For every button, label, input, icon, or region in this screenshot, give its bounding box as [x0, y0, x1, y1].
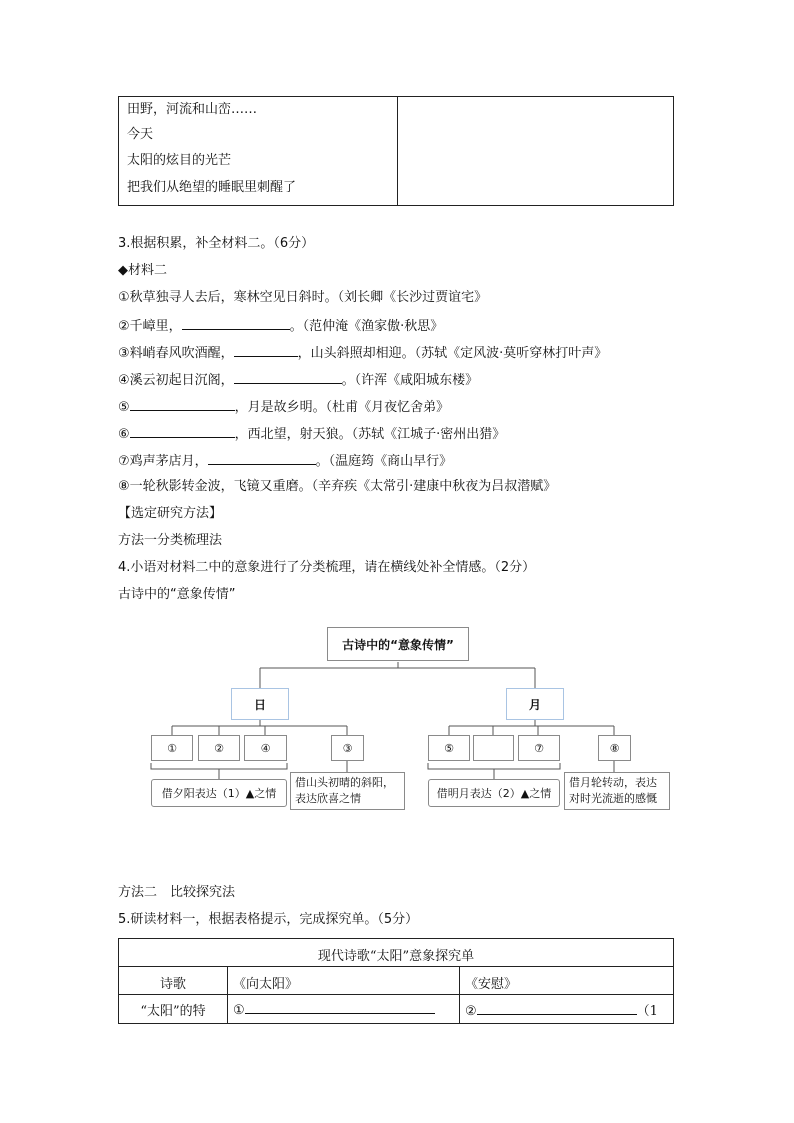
verse-item-4: ④溪云初起日沉阁， 。（许浑《咸阳城东楼》: [118, 373, 479, 388]
sun-item: ①: [151, 735, 193, 761]
answer-blank[interactable]: [477, 1001, 637, 1015]
sun-sunset-note: 借山头初晴的斜阳，表达欣喜之情: [290, 772, 405, 810]
moon-item: ⑧: [598, 735, 631, 761]
verse-item-2: ②千嶂里， 。（范仲淹《渔家傲·秋思》: [118, 319, 444, 334]
moon-item[interactable]: [473, 735, 514, 761]
verse-item-8: ⑧一轮秋影转金波，飞镜又重磨。（辛弃疾《太常引·建康中秋夜为吕叔潜赋》: [118, 479, 557, 494]
verse-item-7: ⑦鸡声茅店月， 。（温庭筠《商山早行》: [118, 454, 453, 469]
poem-line: 田野，河流和山峦……: [127, 102, 258, 117]
answer-cell-1[interactable]: ①: [233, 1000, 435, 1018]
question-3-title: 3.根据积累，补全材料二。（6分）: [118, 236, 315, 251]
answer-blank[interactable]: [245, 1000, 435, 1014]
sun-item: ②: [198, 735, 240, 761]
sun-node: 日: [231, 688, 289, 720]
table-header: 现代诗歌“太阳”意象探究单: [317, 949, 475, 964]
moon-node: 月: [506, 688, 564, 720]
method-one-label: 方法一分类梳理法: [118, 533, 223, 548]
question-5-title: 5.研读材料一，根据表格提示，完成探究单。（5分）: [118, 912, 419, 927]
poem-line: 太阳的炫目的光芒: [127, 153, 232, 168]
row-sun-feature-label: “太阳”的特: [140, 1004, 206, 1019]
method-section-heading: 【选定研究方法】: [118, 506, 223, 521]
poem-line: 今天: [127, 127, 154, 142]
moon-item: ⑤: [428, 735, 470, 761]
poem-line: 把我们从绝望的睡眠里刺醒了: [127, 180, 297, 195]
verse-item-3: ③料峭春风吹酒醒， ，山头斜照却相迎。（苏轼《定风波·莫听穿林打叶声》: [118, 346, 608, 361]
question-4-title: 4.小语对材料二中的意象进行了分类梳理，请在横线处补全情感。（2分）: [118, 560, 536, 575]
moon-item: ⑦: [518, 735, 560, 761]
col-poem-label: 诗歌: [159, 977, 186, 992]
sun-item: ④: [244, 735, 287, 761]
method-two-label: 方法二 比较探究法: [118, 885, 236, 900]
col-poem-2: 《安慰》: [465, 977, 518, 992]
answer-cell-2[interactable]: ② （1: [465, 1000, 658, 1019]
verse-item-1: ①秋草独寻人去后，寒林空见日斜时。（刘长卿《长沙过贾谊宅》: [118, 290, 488, 305]
sun-emotion-note: 借夕阳表达（1）▲之情: [151, 779, 287, 807]
verse-item-6: ⑥ ，西北望，射天狼。（苏轼《江城子·密州出猎》: [118, 427, 506, 442]
diagram-root: 古诗中的“意象传情”: [327, 627, 469, 661]
col-poem-1: 《向太阳》: [233, 977, 299, 992]
sun-item: ③: [331, 735, 364, 761]
verse-item-5: ⑤ ，月是故乡明。（杜甫《月夜忆舍弟》: [118, 400, 450, 415]
question-4-subtitle: 古诗中的“意象传情”: [118, 587, 236, 602]
inquiry-table: [118, 938, 674, 1024]
material-two-label: ◆材料二: [118, 263, 167, 278]
moon-emotion-note: 借明月表达（2）▲之情: [428, 779, 560, 807]
moon-time-note: 借月轮转动，表达对时光流逝的感慨: [564, 772, 670, 810]
